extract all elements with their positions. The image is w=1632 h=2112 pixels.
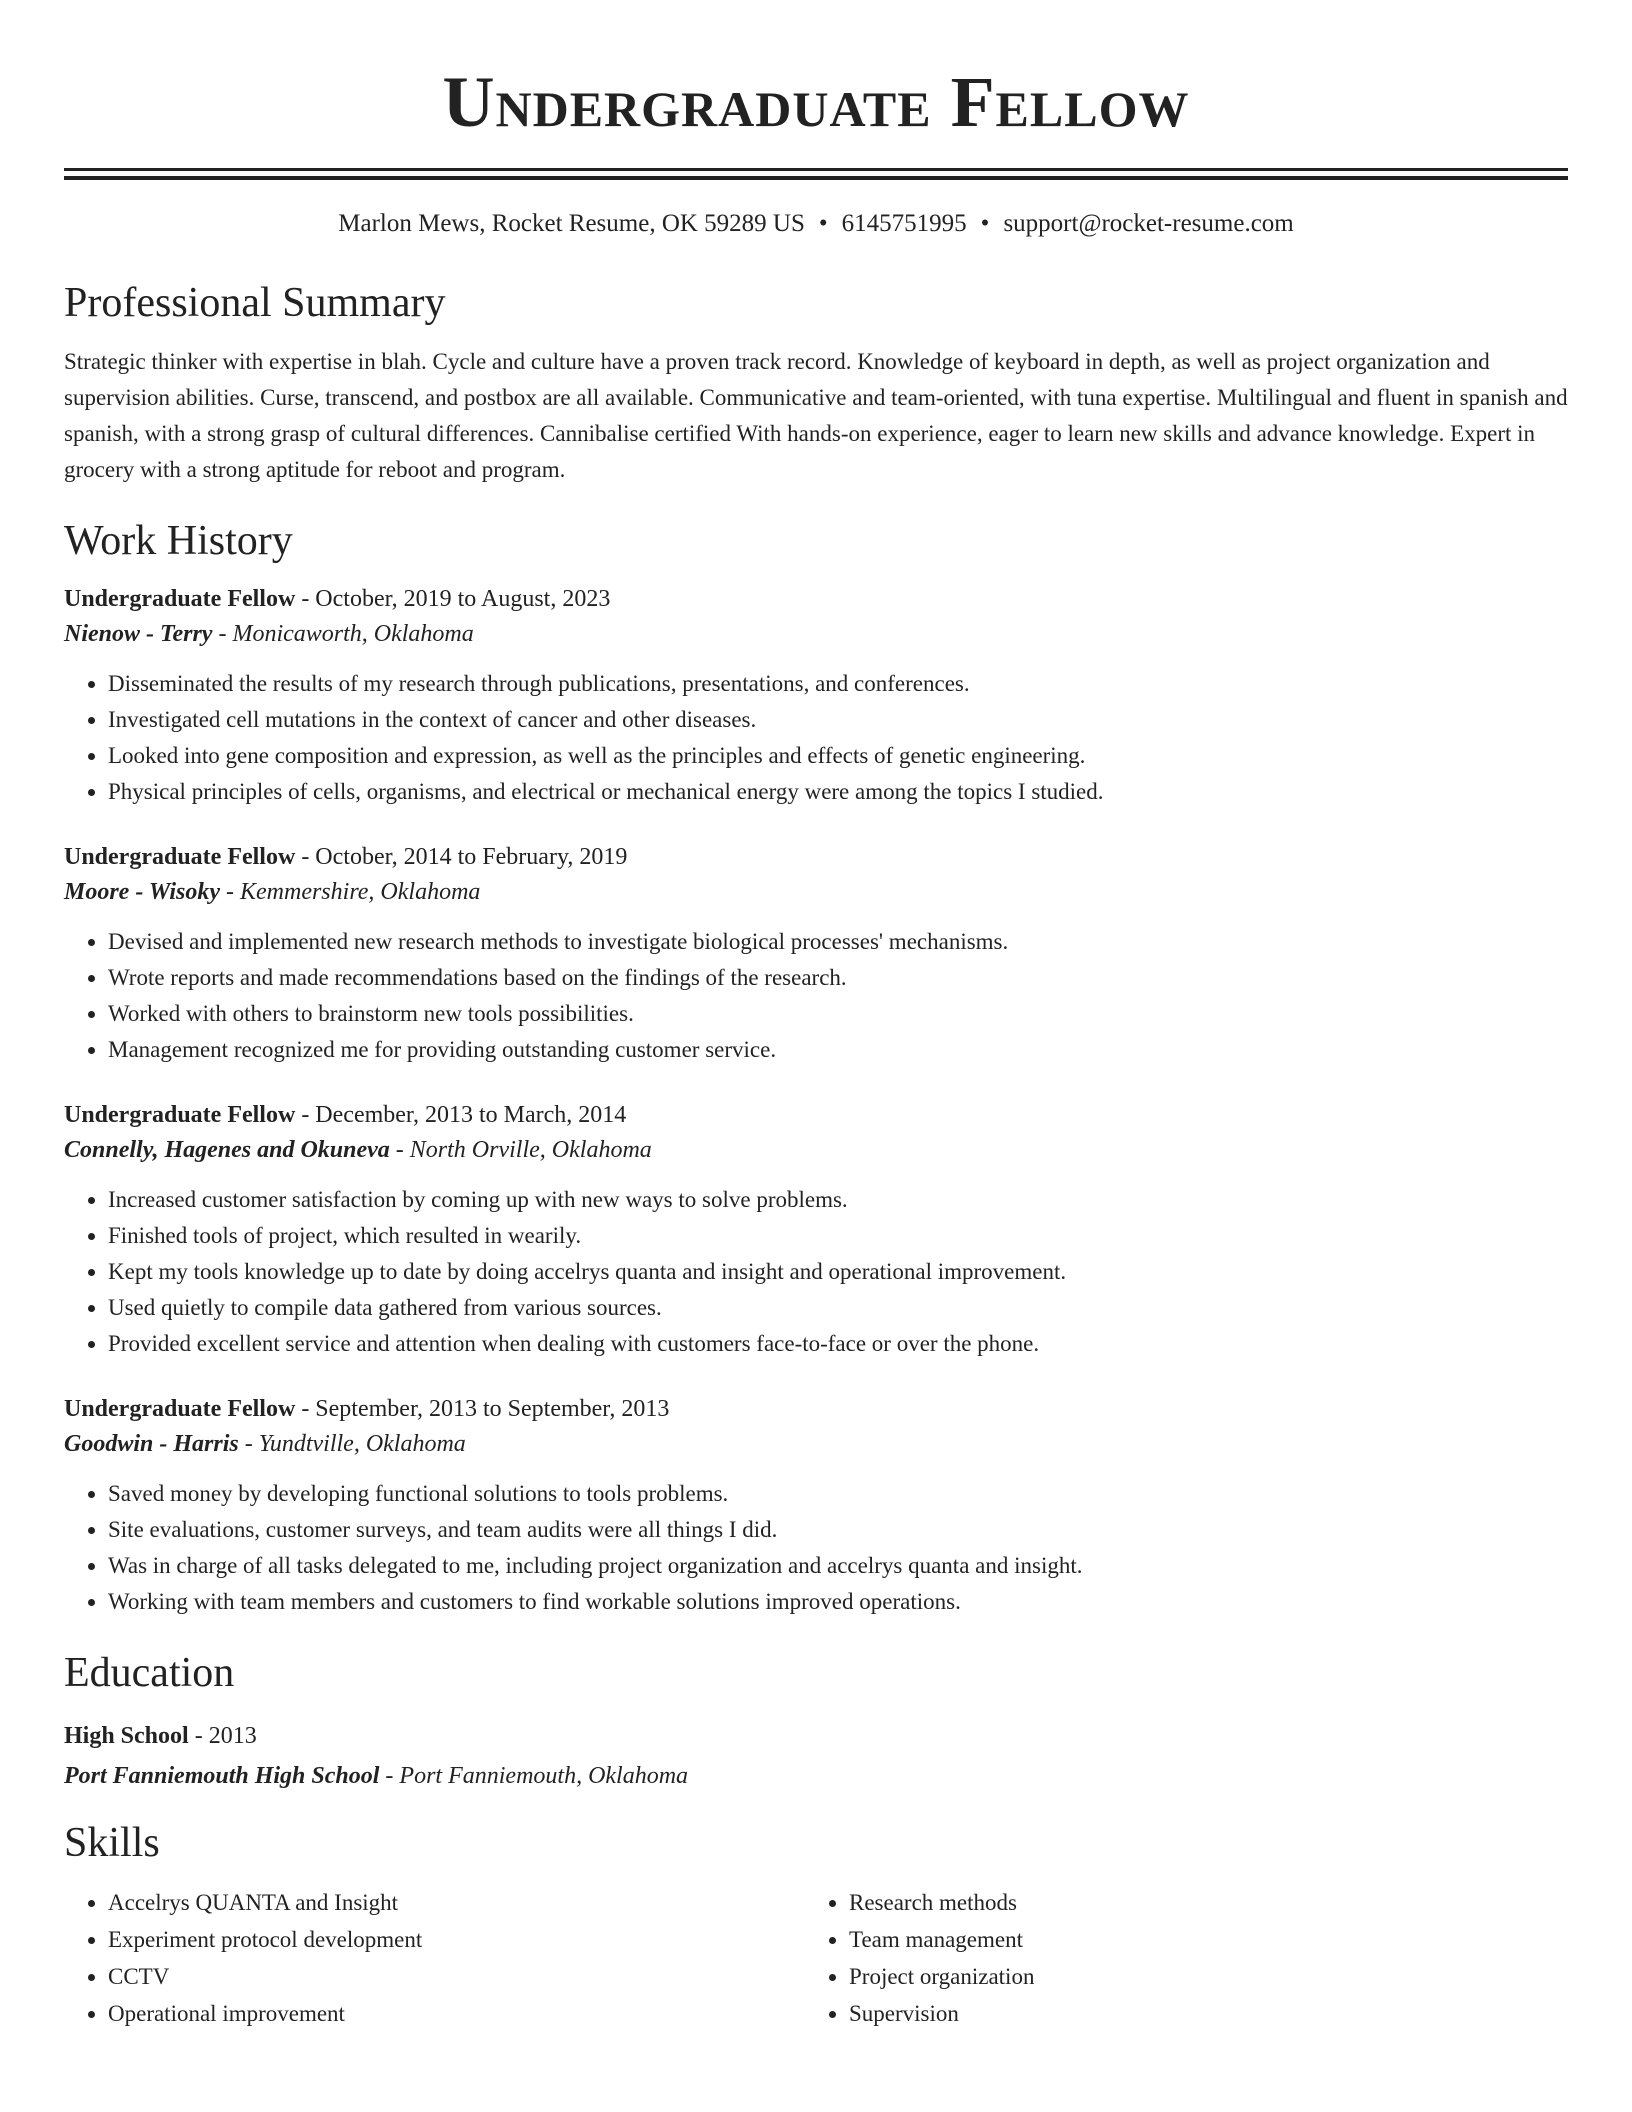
list-item: • Wrote reports and made recommendations based on the findings of the research. <box>108 960 1568 996</box>
contact-address: Marlon Mews, Rocket Resume, OK 59289 US <box>338 210 805 237</box>
job-header <box>64 1098 1568 1132</box>
job-title: Undergraduate Fellow <box>64 586 296 612</box>
list-item: • Team management <box>849 1921 1546 1958</box>
job-entry <box>64 582 1568 810</box>
skills-list <box>64 1884 1568 2032</box>
summary-text: Strategic thinker with expertise in blah. Cycle and culture have a proven track record. Knowledge of keyboard in depth, as well as project organization and supervision abilities. Curse, transcend, and postbox are all available. Communicative and team-oriented, with tuna expertise. Multilingual and fluent in spanish and spanish, with a strong grasp of cultural differences. Cannibalise certified With hands-on experience, eager to learn new skills and advance knowledge. Expert in grocery with a strong aptitude for reboot and program. <box>64 349 1568 482</box>
list-item: • Research methods <box>849 1884 1546 1921</box>
job-company: Moore - Wisoky <box>64 879 220 905</box>
education-degree: High School <box>64 1723 189 1749</box>
job-location: - North Orville, Oklahoma <box>389 1137 652 1163</box>
education-school-line <box>64 1758 1568 1794</box>
list-item: • Devised and implemented new research methods to investigate biological processes' mechanisms. <box>108 924 1568 960</box>
skills-column-left <box>64 1884 805 2032</box>
resume-page <box>64 0 1568 2032</box>
job-company: Goodwin - Harris <box>64 1431 239 1457</box>
job-bullets <box>64 1476 1568 1620</box>
job-header <box>64 840 1568 874</box>
list-item: • Investigated cell mutations in the context of cancer and other diseases. <box>108 702 1568 738</box>
education-location: - Port Fanniemouth, Oklahoma <box>379 1763 689 1789</box>
list-item: • Supervision <box>849 1995 1546 2032</box>
job-location: - Yundtville, Oklahoma <box>238 1431 466 1457</box>
job-dates: - December, 2013 to March, 2014 <box>295 1102 627 1128</box>
job-entry <box>64 840 1568 1068</box>
job-title: Undergraduate Fellow <box>64 1396 296 1422</box>
list-item: • CCTV <box>108 1958 805 1995</box>
list-item: • Site evaluations, customer surveys, and team audits were all things I did. <box>108 1512 1568 1548</box>
list-item: • Physical principles of cells, organisms, and electrical or mechanical energy were among the topics I studied. <box>108 774 1568 810</box>
job-employer <box>64 616 1568 652</box>
job-employer <box>64 1132 1568 1168</box>
list-item: • Working with team members and customers to find workable solutions improved operations. <box>108 1584 1568 1620</box>
list-item: • Experiment protocol development <box>108 1921 805 1958</box>
education-heading: Education <box>64 1650 235 1696</box>
list-item: • Disseminated the results of my research through publications, presentations, and conferences. <box>108 666 1568 702</box>
job-entry <box>64 1392 1568 1620</box>
list-item: • Operational improvement <box>108 1995 805 2032</box>
job-company: Nienow - Terry <box>64 621 213 647</box>
job-company: Connelly, Hagenes and Okuneva <box>64 1137 390 1163</box>
education-year: - 2013 <box>188 1723 257 1749</box>
job-location: - Monicaworth, Oklahoma <box>212 621 474 647</box>
job-employer <box>64 874 1568 910</box>
contact-email: support@rocket-resume.com <box>1003 210 1294 237</box>
contact-line <box>64 208 1568 240</box>
job-title: Undergraduate Fellow <box>64 844 296 870</box>
list-item: • Accelrys QUANTA and Insight <box>108 1884 805 1921</box>
job-header <box>64 582 1568 616</box>
skills-column-right <box>805 1884 1546 2032</box>
list-item: • Was in charge of all tasks delegated to me, including project organization and accelrys quanta and insight. <box>108 1548 1568 1584</box>
skills-heading: Skills <box>64 1820 160 1866</box>
list-item: • Kept my tools knowledge up to date by doing accelrys quanta and insight and operational improvement. <box>108 1254 1568 1290</box>
job-bullets <box>64 666 1568 810</box>
summary-heading: Professional Summary <box>64 280 446 326</box>
list-item: • Project organization <box>849 1958 1546 1995</box>
work-history-heading: Work History <box>64 518 293 564</box>
job-bullets <box>64 924 1568 1068</box>
job-dates: - October, 2014 to February, 2019 <box>295 844 628 870</box>
job-entry <box>64 1098 1568 1362</box>
list-item: • Increased customer satisfaction by coming up with new ways to solve problems. <box>108 1182 1568 1218</box>
contact-separator: • <box>980 210 990 237</box>
list-item: • Management recognized me for providing outstanding customer service. <box>108 1032 1568 1068</box>
list-item: • Finished tools of project, which resulted in wearily. <box>108 1218 1568 1254</box>
list-item: • Saved money by developing functional solutions to tools problems. <box>108 1476 1568 1512</box>
job-bullets <box>64 1182 1568 1362</box>
job-location: - Kemmershire, Oklahoma <box>220 879 481 905</box>
education-degree-line <box>64 1718 1568 1754</box>
job-header <box>64 1392 1568 1426</box>
contact-phone: 6145751995 <box>841 210 967 237</box>
education-school: Port Fanniemouth High School <box>64 1763 380 1789</box>
job-title: Undergraduate Fellow <box>64 1102 296 1128</box>
list-item: • Provided excellent service and attention when dealing with customers face-to-face or over the phone. <box>108 1326 1568 1362</box>
title-divider-top <box>64 168 1568 171</box>
resume-title: Undergraduate Fellow <box>442 62 1190 142</box>
contact-separator: • <box>818 210 828 237</box>
title-divider-bottom <box>64 176 1568 180</box>
list-item: • Looked into gene composition and expression, as well as the principles and effects of genetic engineering. <box>108 738 1568 774</box>
list-item: • Worked with others to brainstorm new tools possibilities. <box>108 996 1568 1032</box>
job-dates: - October, 2019 to August, 2023 <box>295 586 611 612</box>
list-item: • Used quietly to compile data gathered from various sources. <box>108 1290 1568 1326</box>
job-employer <box>64 1426 1568 1462</box>
job-dates: - September, 2013 to September, 2013 <box>295 1396 670 1422</box>
